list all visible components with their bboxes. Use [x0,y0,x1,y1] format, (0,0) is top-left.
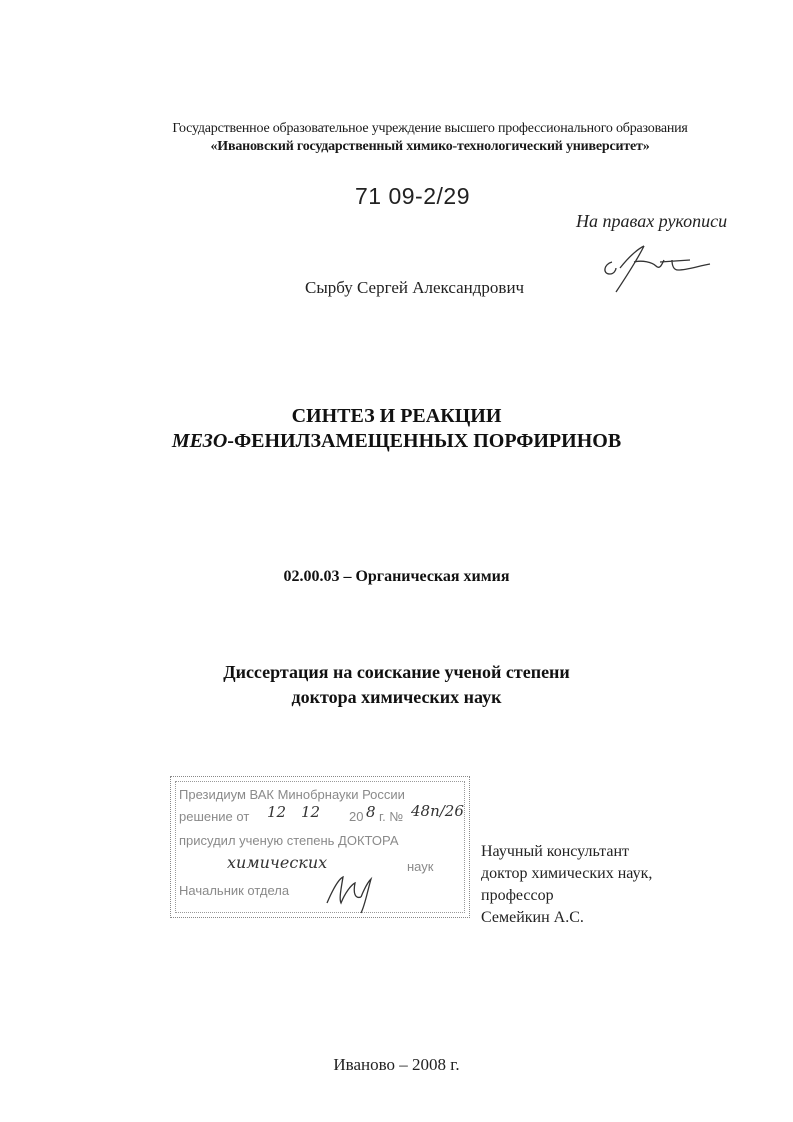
stamp-signature [321,869,381,917]
stamp-line-5: Начальник отдела [179,883,290,898]
stamp-line-3: присудил ученую степень ДОКТОРА [179,833,399,848]
stamp-line-2-num-label: г. № [379,809,404,824]
title-line-1: СИНТЕЗ И РЕАКЦИИ [291,405,502,427]
institution-line-1: Государственное образовательное учреждение высшего профессионального образования [172,121,688,136]
stamp-line-2-label: решение от [179,809,250,824]
degree-line-2: доктора химических наук [291,687,502,707]
stamp-line-4-suffix: наук [407,859,434,874]
stamp-line-1: Президиум ВАК Минобрнауки России [179,787,405,802]
stamp-hand-year: 8 [366,803,376,821]
stamp-hand-science: химических [227,853,328,872]
vak-stamp [170,776,470,918]
stamp-hand-number: 48п/26 [411,802,464,820]
specialty: 02.00.03 – Органическая химия [283,568,510,585]
stamp-line-2-year-prefix: 20 [349,809,364,824]
title-line-2-rest: -ФЕНИЛЗАМЕЩЕННЫХ ПОРФИРИНОВ [227,430,622,452]
author-signature [598,240,728,300]
consultant-degree: доктор химических наук, [481,865,653,882]
rights-note: На правах рукописи [576,211,728,231]
registry-code: 71 09-2/29 [355,183,470,209]
stamp-hand-day: 12 [267,803,287,821]
consultant-name: Семейкин А.С. [481,909,584,926]
stamp-hand-month: 12 [301,803,321,821]
consultant-rank: профессор [481,887,554,904]
title-line-2 [0,430,793,453]
title-meso-prefix: МЕЗО [171,430,228,452]
city-year: Иваново – 2008 г. [333,1055,460,1074]
institution-line-2: «Ивановский государственный химико-технологический университет» [210,139,650,154]
degree-line-1: Диссертация на соискание ученой степени [223,662,570,682]
author-name: Сырбу Сергей Александрович [305,278,525,297]
consultant-title: Научный консультант [481,843,629,860]
